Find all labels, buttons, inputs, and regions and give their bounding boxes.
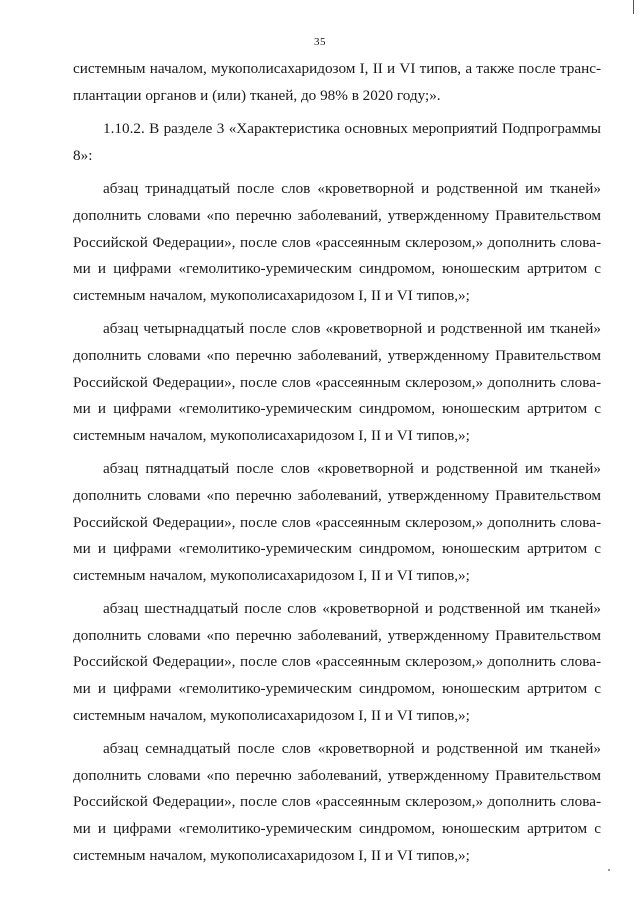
scan-edge-mark: [633, 0, 634, 14]
paragraph-thirteenth: абзац тринадцатый после слов «кроветворной и родственной им тканей» дополнить словами «по перечню заболеваний, утвержденному Правительством Российской Федерации», после слов «рассеянным склерозом,» дополнить словами и цифрами «гемолитико-уремическим синдромом, юношеским артритом с системным началом, мукополисахаридозом I, II и VI типов,»;: [73, 180, 601, 304]
paragraph-fourteenth: абзац четырнадцатый после слов «кроветворной и родственной им тканей» дополнить словами «по перечню заболеваний, утвержденному Правительством Российской Федерации», после слов «рассеянным склерозом,» дополнить словами и цифрами «гемолитико-уремическим синдромом, юношеским артритом с системным началом, мукополисахаридозом I, II и VI типов,»;: [73, 320, 601, 444]
paragraph-seventeenth: абзац семнадцатый после слов «кроветворной и родственной им тканей» дополнить словами «по перечню заболеваний, утвержденному Правительством Российской Федерации», после слов «рассеянным склерозом,» дополнить словами и цифрами «гемолитико-уремическим синдромом, юношеским артритом с системным началом, мукополисахаридозом I, II и VI типов,»;: [73, 740, 601, 864]
scan-dot: [608, 869, 610, 871]
document-body: [73, 56, 601, 876]
paragraph-fifteenth: абзац пятнадцатый после слов «кроветворной и родственной им тканей» дополнить словами «по перечню заболеваний, утвержденному Правительством Российской Федерации», после слов «рассеянным склерозом,» дополнить словами и цифрами «гемолитико-уремическим синдромом, юношеским артритом с системным началом, мукополисахаридозом I, II и VI типов,»;: [73, 460, 601, 584]
paragraph-sixteenth: абзац шестнадцатый после слов «кроветворной и родственной им тканей» дополнить словами «по перечню заболеваний, утвержденному Правительством Российской Федерации», после слов «рассеянным склерозом,» дополнить словами и цифрами «гемолитико-уремическим синдромом, юношеским артритом с системным началом, мукополисахаридозом I, II и VI типов,»;: [73, 600, 601, 724]
page-number: 35: [314, 36, 326, 48]
paragraph-section-heading: 1.10.2. В разделе 3 «Характеристика основных мероприятий Подпрограммы 8»:: [73, 120, 601, 164]
paragraph-continuation: системным началом, мукополисахаридозом I, II и VI типов, а также после трансплантации органов и (или) тканей, до 98% в 2020 году;».: [73, 60, 601, 104]
